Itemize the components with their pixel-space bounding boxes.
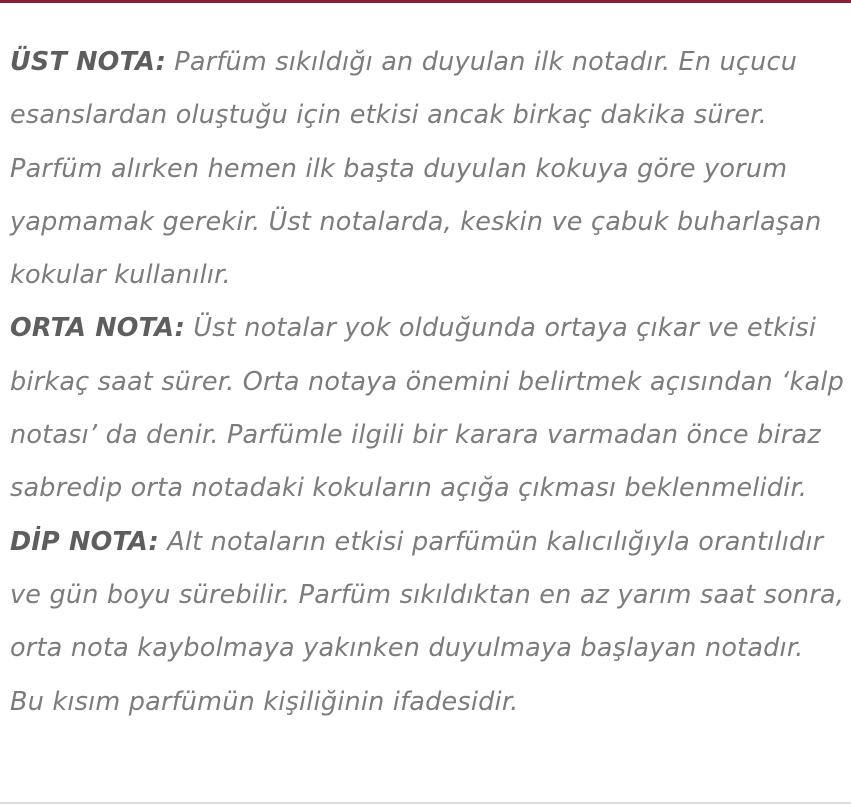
article-body [10,36,845,729]
top-divider [0,0,851,3]
term-ust-nota: ÜST NOTA: [10,47,166,77]
bottom-divider [0,802,851,804]
paragraph-ust-nota [10,36,845,302]
text-dip-nota: Alt notaların etkisi parfümün kalıcılığıyla orantılıdır ve gün boyu sürebilir. Parfüm sıkıldıktan en az yarım saat sonra, orta nota kaybolmaya yakınken duyulmaya başlayan notadır. Bu kısım parfümün kişiliğinin ifadesidir. [10,526,845,717]
term-orta-nota: ORTA NOTA: [10,313,186,344]
text-ust-nota: Parfüm sıkıldığı an duyulan ilk notadır. En uçucu esanslardan oluştuğu için etkisi ancak birkaç dakika sürer. Parfüm alırken hemen ilk başta duyulan kokuya göre yorum yapmamak gerekir. Üst notalarda, keskin ve çabuk buharlaşan kokular kullanılır. [10,47,822,291]
paragraph-dip-nota [10,516,845,729]
paragraph-orta-nota [10,302,845,515]
term-dip-nota: DİP NOTA: [10,526,159,557]
text-orta-nota: Üst notalar yok olduğunda ortaya çıkar ve etkisi birkaç saat sürer. Orta notaya önemini belirtmek açısından ‘kalp notası’ da denir. Parfümle ilgili bir karara varmadan önce biraz sabredip orta notadaki kokuların açığa çıkması beklenmelidir. [10,313,844,504]
